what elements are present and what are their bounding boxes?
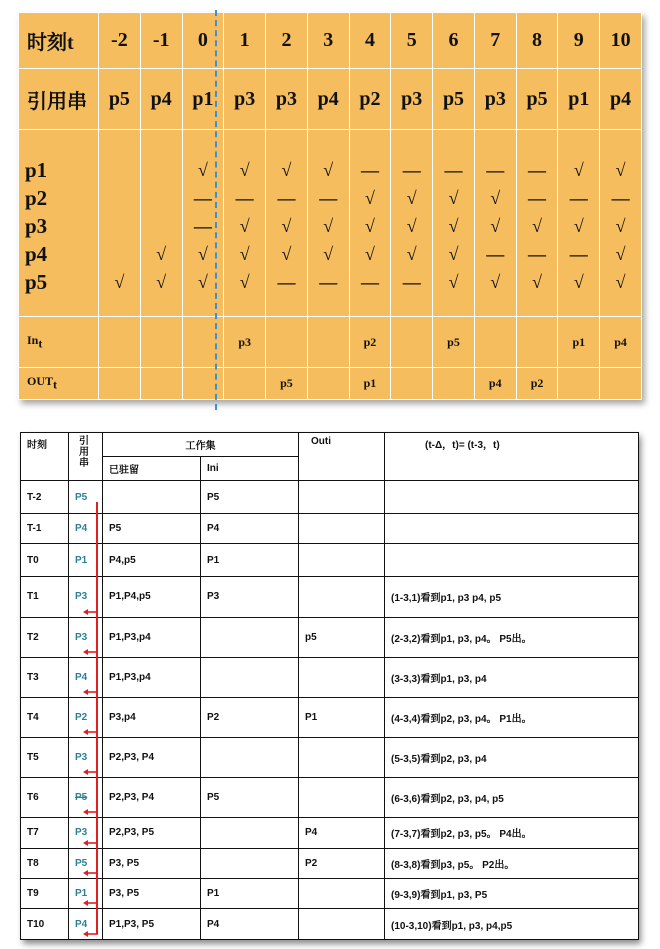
page-state-cell: √ [448,244,459,264]
reference-cell: p3 [391,69,433,130]
resident-cell: P1,P4,p5 [103,577,201,617]
page-state-cell: — [193,188,212,208]
outi-cell [299,909,385,940]
page-label: p3 [25,214,48,238]
reference-label: P4 [75,918,88,930]
page-state-cell: √ [573,272,584,292]
outi-cell: P4 [299,818,385,848]
ini-cell: P2 [201,697,299,737]
page-state-cell: √ [448,188,459,208]
page-state-column [307,130,349,317]
page-state-cell: — [569,244,588,264]
outi-cell: P1 [299,697,385,737]
page-state-cell [99,156,140,184]
in-cell: p5 [433,317,475,368]
time-cell: 6 [433,13,475,69]
in-cell [474,317,516,368]
ini-cell [201,848,299,878]
page-state-cell: — [528,160,547,180]
table-row [21,657,639,697]
resident-cell: P3,p4 [103,697,201,737]
outi-cell [299,778,385,818]
page-state-column [474,130,516,317]
reference-cell: p3 [266,69,308,130]
reference-header: 引用串 [19,69,99,130]
in-cell [182,317,224,368]
page-labels-cell [19,130,99,317]
time-cell: T-2 [21,480,69,514]
working-set-header: 工作集 [103,433,299,457]
outi-cell [299,737,385,777]
page-state-cell [141,184,182,212]
ini-cell [201,737,299,777]
resident-cell: P3, P5 [103,879,201,909]
out-cell: p4 [474,368,516,400]
page-state-column [433,130,475,317]
header-row-1 [21,433,639,457]
ini-cell [201,818,299,848]
ref-col-header: 引用串 [69,433,103,481]
outi-col-header: Outi [299,433,385,481]
page-state-column [266,130,308,317]
window-cell: (1-3,1)看到p1, p3 p4, p5 [385,577,639,617]
table-row [21,818,639,848]
in-cell [391,317,433,368]
page-label: p1 [25,158,48,182]
resident-cell: P2,P3, P4 [103,737,201,777]
outi-cell [299,514,385,543]
time-cell: T1 [21,577,69,617]
out-cell [99,368,141,400]
time-header: 时刻t [19,13,99,69]
outi-cell [299,657,385,697]
in-cell [140,317,182,368]
reference-label: P5 [75,792,88,804]
ini-cell: P4 [201,909,299,940]
page-state-cell: — [486,244,505,264]
page-state-cell: √ [448,216,459,236]
time-cell: 4 [349,13,391,69]
out-cell [433,368,475,400]
in-cell: p4 [600,317,642,368]
reference-label: P3 [75,591,88,603]
page-state-cell: — [319,188,338,208]
out-cell [600,368,642,400]
ini-cell [201,657,299,697]
page-state-cell: √ [323,244,334,264]
in-cell [516,317,558,368]
table-row [21,617,639,657]
page-state-cell: — [528,188,547,208]
out-cell: p1 [349,368,391,400]
resident-cell: P2,P3, P4 [103,778,201,818]
window-cell: (10-3,10)看到p1, p3, p4,p5 [385,909,639,940]
in-cell: p3 [224,317,266,368]
page-state-cell [141,212,182,240]
reference-cell: p5 [516,69,558,130]
time-cell: T2 [21,617,69,657]
page-state-cell: √ [197,244,208,264]
page-state-cell: √ [323,160,334,180]
page-state-column [600,130,642,317]
page-state-cell: √ [365,188,375,208]
time-cell: T5 [21,737,69,777]
out-cell: p2 [516,368,558,400]
page-state-cell [99,240,140,268]
page-state-cell: — [444,160,463,180]
reference-cell: p4 [600,69,642,130]
resident-cell: P2,P3, P5 [103,818,201,848]
dashed-divider [215,10,217,410]
page-state-cell: √ [197,272,208,292]
page-label: p4 [25,242,48,266]
page-state-cell: √ [114,272,125,292]
table-row [21,848,639,878]
time-cell: 7 [474,13,516,69]
resident-cell: P1,P3, P5 [103,909,201,940]
time-cell: T6 [21,778,69,818]
resident-cell: P4,p5 [103,543,201,577]
out-cell [140,368,182,400]
page-state-cell: √ [281,216,292,236]
outi-cell: p5 [299,617,385,657]
page-state-column [516,130,558,317]
page-state-cell: √ [156,244,167,264]
page-state-cell: √ [323,216,334,236]
in-cell [266,317,308,368]
reference-label: P3 [75,631,88,643]
out-cell [182,368,224,400]
reference-cell: p3 [474,69,516,130]
page-state-cell: √ [365,244,375,264]
time-cell: T-1 [21,514,69,543]
reference-label: P4 [75,671,88,683]
time-cell: 9 [558,13,600,69]
reference-label: P3 [75,827,88,839]
page-state-cell: √ [448,272,459,292]
in-header-sub: t [38,336,43,351]
page-state-cell: √ [365,216,375,236]
page-state-cell: — [277,272,296,292]
page-state-column [391,130,433,317]
time-cell: T7 [21,818,69,848]
time-cell: T0 [21,543,69,577]
outi-cell [299,480,385,514]
page-state-column [349,130,391,317]
reference-cell: p2 [349,69,391,130]
page-state-cell: √ [406,188,417,208]
reference-label: P1 [75,554,88,566]
in-cell: p2 [349,317,391,368]
out-cell [558,368,600,400]
page-state-cell: √ [615,272,626,292]
reference-arrow-line [96,502,98,934]
page-state-cell: — [360,160,379,180]
reference-label: P2 [75,711,88,723]
page-state-cell: √ [156,272,167,292]
time-cell: 8 [516,13,558,69]
time-cell: 0 [182,13,224,69]
page-replacement-timeline [0,0,660,410]
window-cell [385,543,639,577]
in-row [19,317,642,368]
page-state-column [558,130,600,317]
in-cell: p1 [558,317,600,368]
reference-label: P4 [75,523,88,535]
page-state-cell: √ [281,160,292,180]
ini-cell [201,617,299,657]
table-row [21,697,639,737]
page-state-cell: √ [490,216,501,236]
window-cell [385,480,639,514]
window-cell: (9-3,9)看到p1, p3, P5 [385,879,639,909]
time-cell: -1 [140,13,182,69]
page-state-cell: √ [490,188,501,208]
resident-cell [103,480,201,514]
reference-cell: p4 [140,69,182,130]
table-row [21,480,639,514]
page-state-cell: — [611,188,630,208]
page-state-cell [99,184,140,212]
ini-cell: P3 [201,577,299,617]
page-state-cell: — [277,188,296,208]
reference-cell: p5 [99,69,141,130]
in-cell [307,317,349,368]
page-state-cell [99,212,140,240]
page-state-column [99,130,141,317]
page-state-cell: √ [615,244,626,264]
window-cell: (4-3,4)看到p2, p3, p4。 P1出。 [385,697,639,737]
table-row [21,514,639,543]
out-header-sub: t [53,377,58,392]
reference-label: P1 [75,888,88,900]
working-set-table [20,432,639,940]
reference-cell: p1 [558,69,600,130]
time-col-header: 时刻 [21,433,69,481]
page-state-cell: √ [239,160,250,180]
resident-cell: P1,P3,p4 [103,657,201,697]
working-set-table-wrap [20,432,642,946]
in-cell [99,317,141,368]
window-cell [385,514,639,543]
window-cell: (5-3,5)看到p2, p3, p4 [385,737,639,777]
outi-cell [299,879,385,909]
reference-row [19,69,642,130]
page-state-column [182,130,224,317]
page-state-cell: — [528,244,547,264]
out-cell [307,368,349,400]
page-state-cell: √ [573,216,584,236]
page-state-cell: √ [532,216,542,236]
pages-row [19,130,642,317]
resident-col-header: 已驻留 [103,456,201,480]
page-state-cell: √ [239,272,250,292]
reference-label: P5 [75,857,88,869]
page-state-cell: √ [615,160,626,180]
table-row [21,879,639,909]
ini-cell: P5 [201,480,299,514]
time-cell: T10 [21,909,69,940]
table-row [21,778,639,818]
resident-cell: P5 [103,514,201,543]
page-state-cell: √ [573,160,584,180]
page-state-cell: — [360,272,379,292]
page-state-cell: √ [532,272,542,292]
page-state-cell: √ [197,160,208,180]
window-cell: (8-3,8)看到p3, p5。 P2出。 [385,848,639,878]
time-cell: T9 [21,879,69,909]
reference-cell: p5 [433,69,475,130]
page-state-cell: — [319,272,338,292]
page-state-cell: — [402,272,421,292]
time-cell: 3 [307,13,349,69]
ini-cell: P1 [201,879,299,909]
ini-col-header: Ini [201,456,299,480]
window-cell: (7-3,7)看到p2, p3, p5。 P4出。 [385,818,639,848]
outi-cell [299,577,385,617]
table-row [21,577,639,617]
out-row [19,368,642,400]
time-cell: T8 [21,848,69,878]
table-row [21,543,639,577]
time-cell: T3 [21,657,69,697]
out-header [19,368,99,400]
ini-cell: P4 [201,514,299,543]
time-cell: 2 [266,13,308,69]
time-cell: 5 [391,13,433,69]
time-row [19,13,642,69]
page-state-cell: √ [281,244,292,264]
ini-cell: P1 [201,543,299,577]
timeline-table [18,12,642,400]
outi-cell [299,543,385,577]
page-state-column [224,130,266,317]
out-cell [391,368,433,400]
resident-cell: P1,P3,p4 [103,617,201,657]
window-cell: (2-3,2)看到p1, p3, p4。 P5出。 [385,617,639,657]
reference-cell: p1 [182,69,224,130]
out-cell: p5 [266,368,308,400]
page-state-cell: √ [239,216,250,236]
page-label: p2 [25,186,48,210]
page-state-cell: √ [406,216,417,236]
resident-cell: P3, P5 [103,848,201,878]
page-label: p5 [25,270,48,294]
table-row [21,909,639,940]
reference-cell: p3 [224,69,266,130]
page-state-column [140,130,182,317]
page-state-cell: — [402,160,421,180]
window-cell: (3-3,3)看到p1, p3, p4 [385,657,639,697]
out-cell [224,368,266,400]
page-state-cell: — [193,216,212,236]
time-cell: 1 [224,13,266,69]
table-row [21,737,639,777]
reference-cell: p4 [307,69,349,130]
out-header-label: OUT [27,374,54,389]
window-cell: (6-3,6)看到p2, p3, p4, p5 [385,778,639,818]
ini-cell: P5 [201,778,299,818]
window-col-header: (t-Δ，t)= (t-3，t) [385,433,639,481]
page-state-cell: — [486,160,505,180]
time-cell: T4 [21,697,69,737]
reference-label: P3 [75,752,88,764]
page-state-cell: — [235,188,254,208]
in-header-label: In [27,332,39,347]
outi-cell: P2 [299,848,385,878]
in-header [19,317,99,368]
page-state-cell [141,156,182,184]
time-cell: -2 [99,13,141,69]
page-state-cell: √ [239,244,250,264]
time-cell: 10 [600,13,642,69]
page-state-cell: √ [615,216,626,236]
page-state-cell: √ [406,244,417,264]
reference-label: P5 [75,491,88,503]
page-state-cell: √ [490,272,501,292]
page-state-cell: — [569,188,588,208]
